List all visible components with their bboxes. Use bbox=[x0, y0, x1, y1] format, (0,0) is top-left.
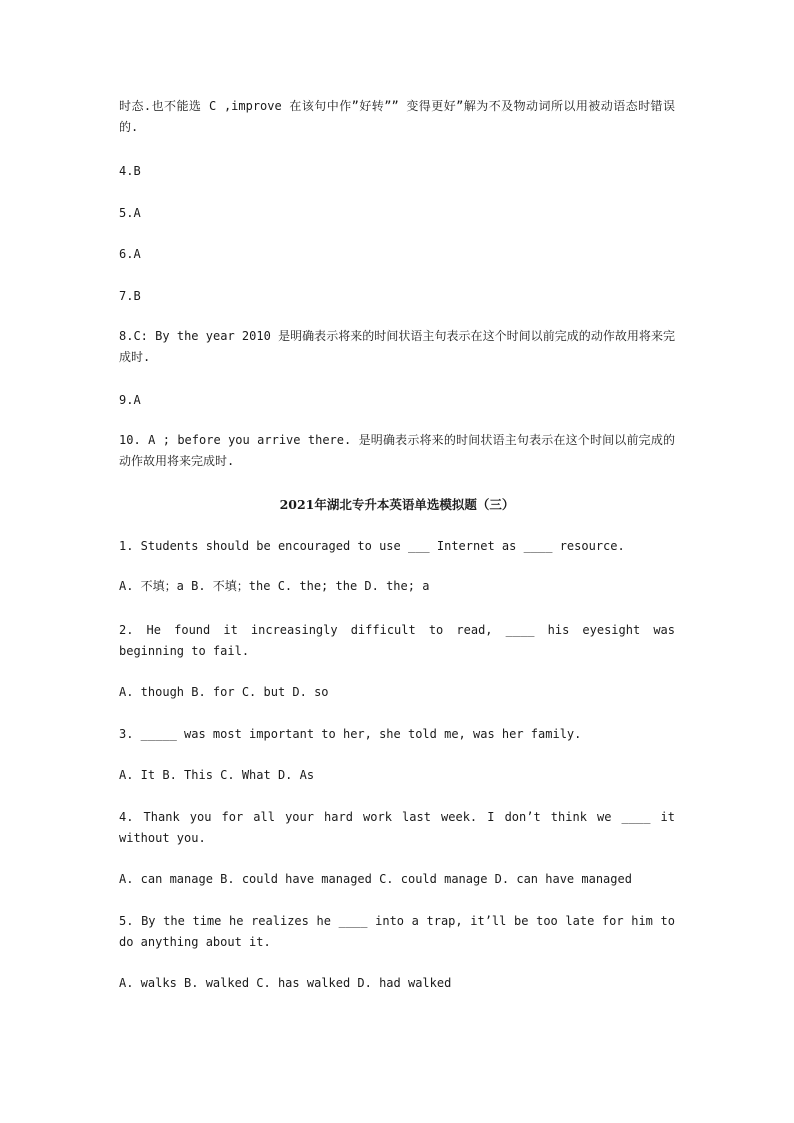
question-2-options: A. though B. for C. but D. so bbox=[119, 685, 329, 699]
answer-9: 9.A bbox=[119, 393, 141, 407]
question-5-stem: 5. By the time he realizes he ____ into a trap, it’ll be too late for him to do anything about it. bbox=[119, 914, 675, 949]
question-2-stem: 2. He found it increasingly difficult to read, ____ his eyesight was beginning to fail. bbox=[119, 623, 675, 658]
answer-5: 5.A bbox=[119, 206, 141, 220]
question-3-options: A. It B. This C. What D. As bbox=[119, 768, 315, 782]
question-3-stem: 3. _____ was most important to her, she told me, was her family. bbox=[119, 727, 582, 741]
question-5-options: A. walks B. walked C. has walked D. had walked bbox=[119, 976, 452, 990]
question-4-stem: 4. Thank you for all your hard work last week. I don’t think we ____ it without you. bbox=[119, 810, 675, 845]
answer-6: 6.A bbox=[119, 247, 141, 261]
answer-8: 8.C: By the year 2010 是明确表示将来的时间状语主句表示在这个时间以前完成的动作故用将来完成时. bbox=[119, 329, 675, 364]
question-1-options: A. 不填；a B. 不填；the C. the; the D. the; a bbox=[119, 579, 430, 593]
answer-10: 10. A ; before you arrive there. 是明确表示将来的时间状语主句表示在这个时间以前完成的动作故用将来完成时. bbox=[119, 433, 675, 468]
answer-7: 7.B bbox=[119, 289, 141, 303]
section-title: 2021年湖北专升本英语单选模拟题（三） bbox=[279, 497, 515, 512]
question-1-stem: 1. Students should be encouraged to use ___ Internet as ____ resource. bbox=[119, 539, 625, 553]
question-4-options: A. can manage B. could have managed C. could manage D. can have managed bbox=[119, 872, 632, 886]
answer-4: 4.B bbox=[119, 164, 141, 178]
answer-3-continuation: 时态.也不能选 C ,improve 在该句中作”好转”” 变得更好”解为不及物动词所以用被动语态时错误的. bbox=[119, 99, 675, 134]
